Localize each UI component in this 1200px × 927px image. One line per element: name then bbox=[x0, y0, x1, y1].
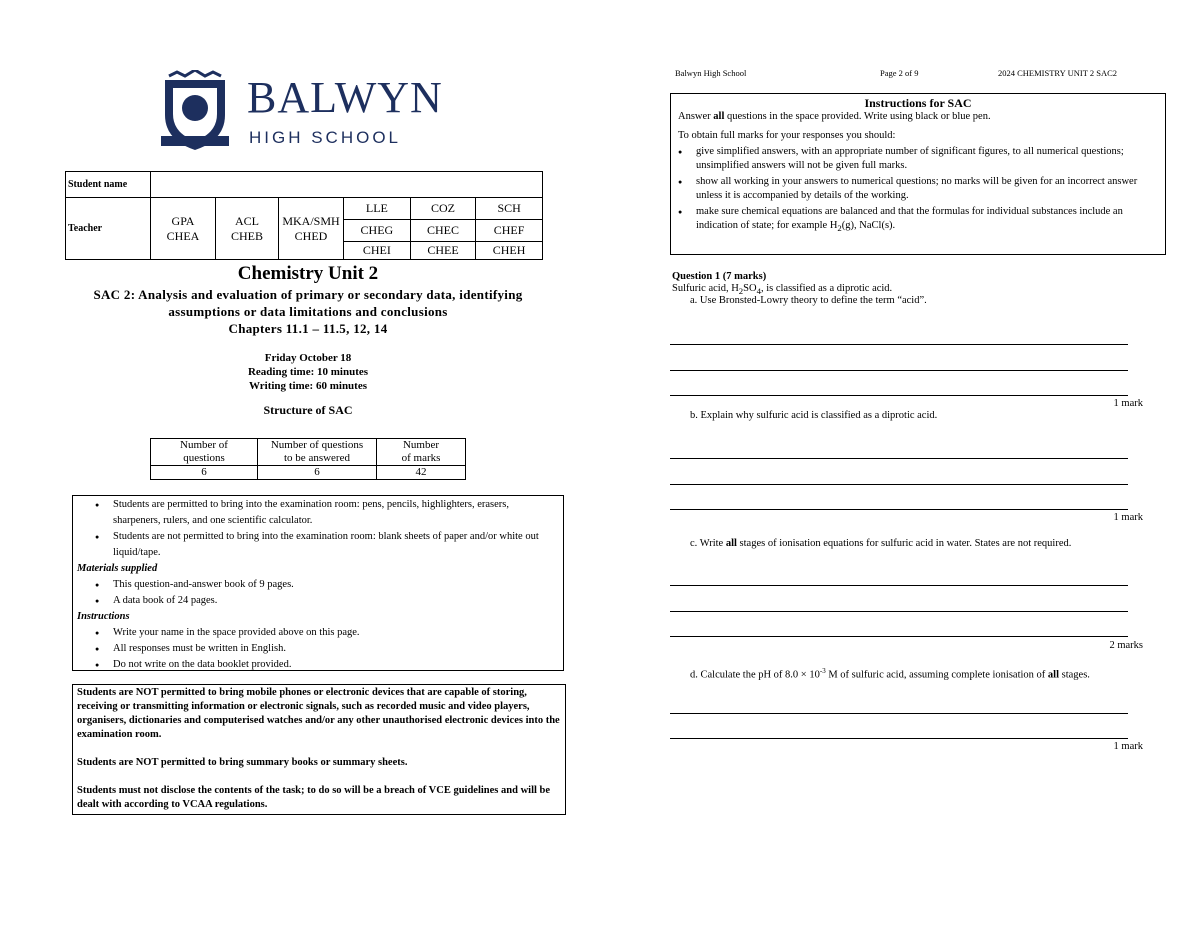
instruction-item: ● Do not write on the data booklet provided. bbox=[113, 657, 559, 673]
answer-line[interactable] bbox=[670, 509, 1128, 510]
materials-heading: Materials supplied bbox=[77, 563, 158, 574]
instructions-line1: Answer all questions in the space provided. Write using black or blue pen. bbox=[678, 111, 991, 122]
structure-header: Number of marks bbox=[377, 439, 466, 466]
structure-value: 6 bbox=[151, 466, 258, 480]
teacher-cell-2: ACL CHEB bbox=[216, 198, 279, 260]
writing-time: Writing time: 60 minutes bbox=[248, 380, 368, 392]
answer-line[interactable] bbox=[670, 713, 1128, 714]
teacher-cell: LLE bbox=[344, 198, 411, 220]
document-title: Chemistry Unit 2 bbox=[237, 263, 379, 284]
warning-disclose: Students must not disclose the contents of the task; to do so will be a breach of VCE guidelines and will be dealt with according to VCAA regulations. bbox=[77, 785, 551, 810]
teacher-cell-1: GPA CHEA bbox=[151, 198, 216, 260]
exam-date: Friday October 18 bbox=[264, 352, 352, 364]
answer-line[interactable] bbox=[670, 484, 1128, 485]
sac-title-line1: SAC 2: Analysis and evaluation of primary or secondary data, identifying bbox=[93, 287, 523, 302]
structure-header: Number of questions bbox=[151, 439, 258, 466]
answer-line[interactable] bbox=[670, 458, 1128, 459]
question-1a: a. Use Bronsted-Lowry theory to define the term “acid”. bbox=[690, 295, 927, 306]
teacher-cell: SCH bbox=[476, 198, 543, 220]
crest-icon bbox=[155, 70, 235, 152]
instructions-title: Instructions for SAC bbox=[864, 96, 972, 110]
rule-item: ● Students are permitted to bring into the examination room: pens, pencils, highlighters, erasers, sharpeners, rulers, and one scientific calculator. bbox=[113, 497, 559, 529]
material-item: ● This question-and-answer book of 9 pages. bbox=[113, 577, 559, 593]
chapters: Chapters 11.1 – 11.5, 12, 14 bbox=[228, 321, 388, 336]
structure-value: 42 bbox=[377, 466, 466, 480]
structure-table bbox=[150, 438, 466, 480]
answer-line[interactable] bbox=[670, 738, 1128, 739]
warning-devices: Students are NOT permitted to bring mobile phones or electronic devices that are capable of storing, receiving or transmitting information or electronic signals, such as recorded music and video players, organisers, dictionaries and computerised watches and/or any other unauthorised electronic devices into the examination room. bbox=[77, 687, 560, 740]
question-1b-marks: 1 mark bbox=[1113, 512, 1143, 523]
teacher-cell: CHEC bbox=[410, 220, 475, 242]
warning-box bbox=[72, 684, 566, 815]
header-course: 2024 CHEMISTRY UNIT 2 SAC2 bbox=[998, 68, 1118, 78]
instruction-item: ● All responses must be written in English. bbox=[113, 641, 559, 657]
teacher-cell: COZ bbox=[410, 198, 475, 220]
teacher-cell: CHEG bbox=[344, 220, 411, 242]
teacher-cell: CHEH bbox=[476, 242, 543, 260]
instruction-point: ● make sure chemical equations are balanced and that the formulas for individual substances include an indication of state; for example $H_2(g)$, NaCl(s). bbox=[696, 205, 1158, 235]
teacher-cell: CHEF bbox=[476, 220, 543, 242]
teacher-label: Teacher bbox=[66, 198, 151, 260]
instructions-box bbox=[670, 93, 1166, 255]
instruction-point: ● show all working in your answers to numerical questions; no marks will be given for an incorrect answer unless it is accompanied by details of the working. bbox=[696, 175, 1158, 203]
instruction-item: ● Write your name in the space provided above on this page. bbox=[113, 625, 559, 641]
question-1d-marks: 1 mark bbox=[1113, 741, 1143, 752]
rule-item: ● Students are not permitted to bring into the examination room: blank sheets of paper and/or white out liquid/tape. bbox=[113, 529, 559, 561]
logo-subtitle: HIGH SCHOOL bbox=[249, 128, 402, 147]
teacher-cell-3: MKA/SMH CHED bbox=[279, 198, 344, 260]
answer-line[interactable] bbox=[670, 395, 1128, 396]
instruction-point: ● give simplified answers, with an appropriate number of significant figures, to all numerical questions; unsimplified answers will not be given full marks. bbox=[696, 145, 1158, 173]
title-block bbox=[65, 262, 551, 417]
sac-title-line2: assumptions or data limitations and conclusions bbox=[168, 304, 448, 319]
question-1-intro: Sulfuric acid, $H_2SO_4$, is classified as a diprotic acid. bbox=[672, 283, 893, 297]
rules-box bbox=[72, 495, 564, 671]
teacher-cell: CHEE bbox=[410, 242, 475, 260]
header-page: Page 2 of 9 bbox=[880, 68, 919, 78]
answer-line[interactable] bbox=[670, 636, 1128, 637]
student-details-table bbox=[65, 171, 543, 260]
instructions-heading: Instructions bbox=[77, 611, 130, 622]
instructions-line2: To obtain full marks for your responses you should: bbox=[678, 130, 896, 141]
warning-summary: Students are NOT permitted to bring summary books or summary sheets. bbox=[77, 757, 408, 768]
reading-time: Reading time: 10 minutes bbox=[247, 366, 369, 378]
structure-header: Number of questions to be answered bbox=[258, 439, 377, 466]
question-1c: c. Write all stages of ionisation equations for sulfuric acid in water. States are not required. bbox=[690, 538, 1072, 549]
structure-heading: Structure of SAC bbox=[263, 403, 353, 417]
school-logo bbox=[155, 70, 443, 152]
question-1c-marks: 2 marks bbox=[1109, 640, 1143, 651]
question-1d: d. Calculate the pH of $8.0 \times 10^{-3}$ M of sulfuric acid, assuming complete ionisation of all stages. bbox=[690, 667, 1090, 681]
answer-line[interactable] bbox=[670, 611, 1128, 612]
answer-line[interactable] bbox=[670, 344, 1128, 345]
structure-value: 6 bbox=[258, 466, 377, 480]
student-name-field[interactable] bbox=[151, 172, 543, 198]
teacher-cell: CHEI bbox=[344, 242, 411, 260]
answer-line[interactable] bbox=[670, 370, 1128, 371]
question-1b: b. Explain why sulfuric acid is classified as a diprotic acid. bbox=[690, 410, 938, 421]
answer-line[interactable] bbox=[670, 585, 1128, 586]
logo-wordmark: BALWYN bbox=[247, 73, 443, 122]
material-item: ● A data book of 24 pages. bbox=[113, 593, 559, 609]
question-1-heading: Question 1 (7 marks) bbox=[672, 271, 767, 282]
student-name-label: Student name bbox=[66, 172, 151, 198]
question-1a-marks: 1 mark bbox=[1113, 398, 1143, 409]
header-school: Balwyn High School bbox=[675, 68, 747, 78]
